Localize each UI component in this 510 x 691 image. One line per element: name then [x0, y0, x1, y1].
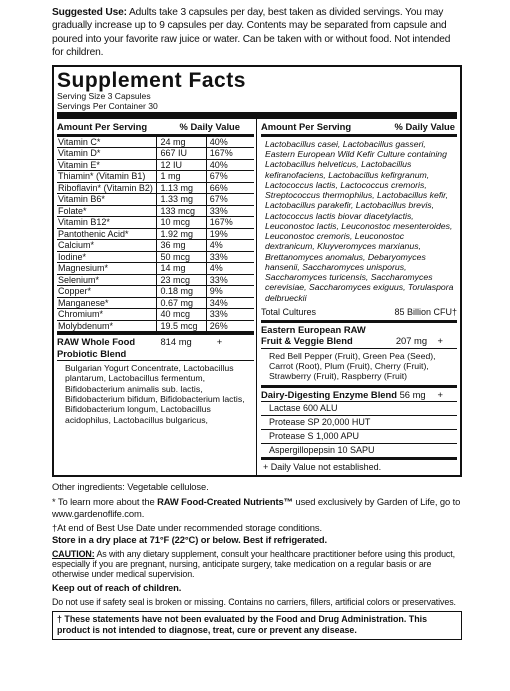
nutrient-amount: 10 mcg — [157, 217, 206, 228]
nutrient-row — [57, 148, 254, 160]
probiotic-blend-header — [57, 332, 254, 360]
nutrient-amount: 50 mcg — [157, 252, 206, 263]
nutrient-dv: 33% — [209, 205, 228, 216]
nutrient-dv: 67% — [209, 194, 228, 205]
nutrient-dv: 167% — [209, 217, 233, 228]
probiotic-blend-ingredients — [57, 360, 254, 428]
nutrient-name: Riboflavin* (Vitamin B2) — [57, 183, 157, 194]
fruit-blend-dv: + — [437, 335, 443, 347]
divider-bar — [57, 112, 457, 119]
nutrient-name: Selenium* — [57, 275, 157, 286]
seal-note: Do not use if safety seal is broken or missing. Contains no carriers, fillers, artificial colors or preservatives. — [52, 597, 456, 608]
total-cultures-label: Total Cultures — [261, 307, 317, 318]
nutrient-name: Vitamin E* — [57, 160, 157, 171]
learn-more-prefix: * To learn more about the — [52, 495, 158, 507]
nutrient-dv: 34% — [209, 297, 228, 308]
total-cultures-value: 85 Billion CFU† — [394, 307, 457, 318]
nutrient-name: Vitamin C* — [57, 137, 157, 148]
nutrient-row — [57, 252, 254, 264]
learn-more — [52, 496, 461, 520]
nutrient-amount: 12 IU — [157, 160, 206, 171]
nutrient-name: Vitamin D* — [57, 148, 157, 159]
enzyme-list — [261, 401, 457, 457]
dv-header-right: % Daily Value — [394, 121, 455, 133]
enzyme-blend-amount: 56 mg — [399, 388, 426, 400]
nutrient-row — [57, 183, 254, 195]
dv-note: + Daily Value not established. — [261, 457, 457, 475]
nutrient-dv: 40% — [209, 159, 228, 170]
footer-text — [52, 481, 461, 607]
fruit-blend-amount: 207 mg — [395, 335, 428, 347]
suggested-use — [52, 6, 461, 59]
nutrient-row — [57, 286, 254, 298]
learn-more-suffix: used exclusively by Garden of Life, go to www.gardenoflife.com. — [52, 495, 461, 519]
nutrient-dv: 40% — [209, 136, 228, 147]
nutrient-row — [57, 263, 254, 275]
fruit-blend-amount-group — [396, 335, 457, 346]
nutrient-dv: 9% — [209, 286, 223, 297]
nutrient-dv: 66% — [209, 182, 228, 193]
nutrient-dv: 26% — [209, 320, 228, 331]
nutrient-dv: 4% — [209, 240, 223, 251]
probiotic-blend-amount: 814 mg — [160, 336, 192, 348]
caution — [52, 549, 461, 580]
storage-note — [52, 534, 461, 546]
nutrient-amount: 23 mcg — [157, 275, 206, 286]
nutrient-row — [57, 160, 254, 172]
nutrient-amount: 133 mcg — [157, 206, 206, 217]
suggested-use-text: Adults take 3 capsules per day, best taken as divided servings. You may gradually increase up to 9 capsules per day. Contents may be separated from capsule and poured into your favorite raw juice or water. Can be taken with or without food. Not intended for children. — [52, 7, 451, 58]
nutrient-dv: 19% — [209, 228, 228, 239]
caution-text: As with any dietary supplement, consult your healthcare practitioner before using this product, especially if you are pregnant, nursing, anticipate surgery, take medication on a regular basis or are otherwise under medical supervision. — [52, 548, 455, 580]
amount-header: Amount Per Serving — [57, 121, 148, 133]
nutrient-name: Magnesium* — [57, 263, 157, 274]
nutrient-name: Manganese* — [57, 298, 157, 309]
nutrient-dv: 4% — [209, 263, 223, 274]
facts-columns — [57, 119, 457, 475]
fda-disclaimer: † These statements have not been evaluated by the Food and Drug Administration. This product is not intended to diagnose, treat, cure or prevent any disease. — [52, 611, 462, 639]
keep-out-text: Keep out of reach of children. — [52, 582, 182, 594]
nutrient-row — [57, 206, 254, 218]
nutrient-amount: 1 mg — [157, 171, 206, 182]
facts-left-column — [57, 119, 257, 475]
storage-text: Store in a dry place at 71°F (22°C) or below. Best if refrigerated. — [52, 534, 328, 546]
caution-label: CAUTION: — [52, 548, 95, 559]
nutrient-dv: 33% — [209, 274, 228, 285]
enzyme-blend-name: Dairy-Digesting Enzyme Blend — [261, 388, 397, 400]
facts-title: Supplement Facts — [57, 69, 246, 92]
nutrient-row — [57, 171, 254, 183]
nutrient-row — [57, 229, 254, 241]
servings-per-container: Servings Per Container 30 — [57, 100, 158, 111]
enzyme-item: Aspergillopepsin 10 SAPU — [261, 443, 457, 457]
nutrient-amount: 14 mg — [157, 263, 206, 274]
enzyme-item: Protease S 1,000 APU — [261, 429, 457, 443]
nutrient-row — [57, 321, 254, 333]
nutrient-name: Copper* — [57, 286, 157, 297]
left-column-header — [57, 119, 254, 136]
learn-more-bold: RAW Food-Created Nutrients™ — [157, 495, 293, 507]
nutrient-name: Pantothenic Acid* — [57, 229, 157, 240]
cultures-text: Lactobacillus casei, Lactobacillus gasseri, Eastern European Wild Kefir Culture containing Lactobacillus helveticus, Lactobacillus kefiranofaciens, Lactobacillus kefirgranum, Lactococcus lactis, Lactococcus cremoris, Streptococcus thermophilus, Lactobacillus kefir, Lactobacillus parakefir, Lactobacillus brevis, Lactococcus lactis biovar diacetylactis, Leuconostoc lactis, Leuconostoc mesenteroides, Leuconostoc cremoris, Leuconostoc dextranicum, Kluyveromyces marxianus, Brettanomyces anomalus, Debaryomyces hansenii, Saccharomyces unisporus, Saccharomyces turicensis, Saccharomyces cerevisiae, Saccharomyces exiguus, Torulaspora delbrueckii — [265, 138, 454, 303]
enzyme-blend-name-group — [261, 389, 426, 400]
probiotic-blend-dv: + — [216, 336, 223, 348]
nutrient-amount: 1.33 mg — [157, 194, 206, 205]
nutrient-amount: 36 mg — [157, 240, 206, 251]
nutrient-amount: 40 mcg — [157, 309, 206, 320]
nutrient-name: Folate* — [57, 206, 157, 217]
nutrient-name: Chromium* — [57, 309, 157, 320]
serving-size: Serving Size 3 Capsules — [57, 91, 151, 102]
nutrient-row — [57, 240, 254, 252]
enzyme-item: Protease SP 20,000 HUT — [261, 415, 457, 429]
keep-out — [52, 582, 461, 594]
cultures-list — [261, 137, 457, 306]
nutrient-table — [57, 137, 254, 333]
dv-header: % Daily Value — [179, 121, 240, 133]
nutrient-dv: 167% — [209, 148, 233, 159]
nutrient-dv: 33% — [209, 251, 228, 262]
best-use-note: †At end of Best Use Date under recommended storage conditions. — [52, 522, 323, 534]
nutrient-row — [57, 217, 254, 229]
nutrient-name: Vitamin B6* — [57, 194, 157, 205]
supplement-facts-panel — [52, 65, 462, 477]
nutrient-amount: 0.18 mg — [157, 286, 206, 297]
enzyme-blend-dv: + — [437, 388, 443, 400]
amount-header-right: Amount Per Serving — [261, 121, 352, 133]
fruit-blend-header — [261, 320, 457, 348]
nutrient-row — [57, 137, 254, 149]
fruit-blend-name: Eastern European RAW Fruit & Veggie Blend — [261, 323, 366, 347]
nutrient-amount: 1.92 mg — [157, 229, 206, 240]
right-column-header — [261, 119, 457, 136]
nutrient-amount: 0.67 mg — [157, 298, 206, 309]
fruit-blend-ingredients — [261, 348, 457, 385]
total-cultures-row — [261, 306, 457, 320]
nutrient-amount: 667 IU — [157, 148, 206, 159]
nutrient-row — [57, 194, 254, 206]
nutrient-row — [57, 275, 254, 287]
nutrient-dv: 33% — [209, 309, 228, 320]
nutrient-dv: 67% — [209, 171, 228, 182]
enzyme-blend-header — [261, 385, 457, 401]
nutrient-row — [57, 309, 254, 321]
nutrient-name: Vitamin B12* — [57, 217, 157, 228]
probiotic-ingredients-text: Bulgarian Yogurt Concentrate, Lactobacillus plantarum, Lactobacillus fermentum, Bifidobacterium animalis sub. lactis, Bifidobacterium bifidum, Bifidobacterium lactis, Bifidobacterium longum, Lactobacillus acidophilus, Lactobacillus bulgaricus, — [65, 363, 245, 425]
other-ingredients: Other ingredients: Vegetable cellulose. — [52, 481, 209, 493]
probiotic-blend-name: RAW Whole Food Probiotic Blend — [57, 336, 136, 359]
nutrient-name: Calcium* — [57, 240, 157, 251]
nutrient-amount: 1.13 mg — [157, 183, 206, 194]
enzyme-item: Lactase 600 ALU — [261, 401, 457, 415]
facts-right-column — [257, 119, 457, 475]
nutrient-name: Iodine* — [57, 252, 157, 263]
fruit-ingredients-text: Red Bell Pepper (Fruit), Green Pea (Seed), Carrot (Root), Plum (Fruit), Cherry (Fruit), Strawberry (Fruit), Raspberry (Fruit) — [269, 350, 436, 382]
nutrient-name: Molybdenum* — [57, 321, 157, 332]
suggested-use-label: Suggested Use: — [52, 7, 127, 18]
nutrient-amount: 19.5 mcg — [157, 321, 206, 332]
nutrient-name: Thiamin* (Vitamin B1) — [57, 171, 157, 182]
nutrient-row — [57, 298, 254, 310]
nutrient-amount: 24 mg — [157, 137, 206, 148]
